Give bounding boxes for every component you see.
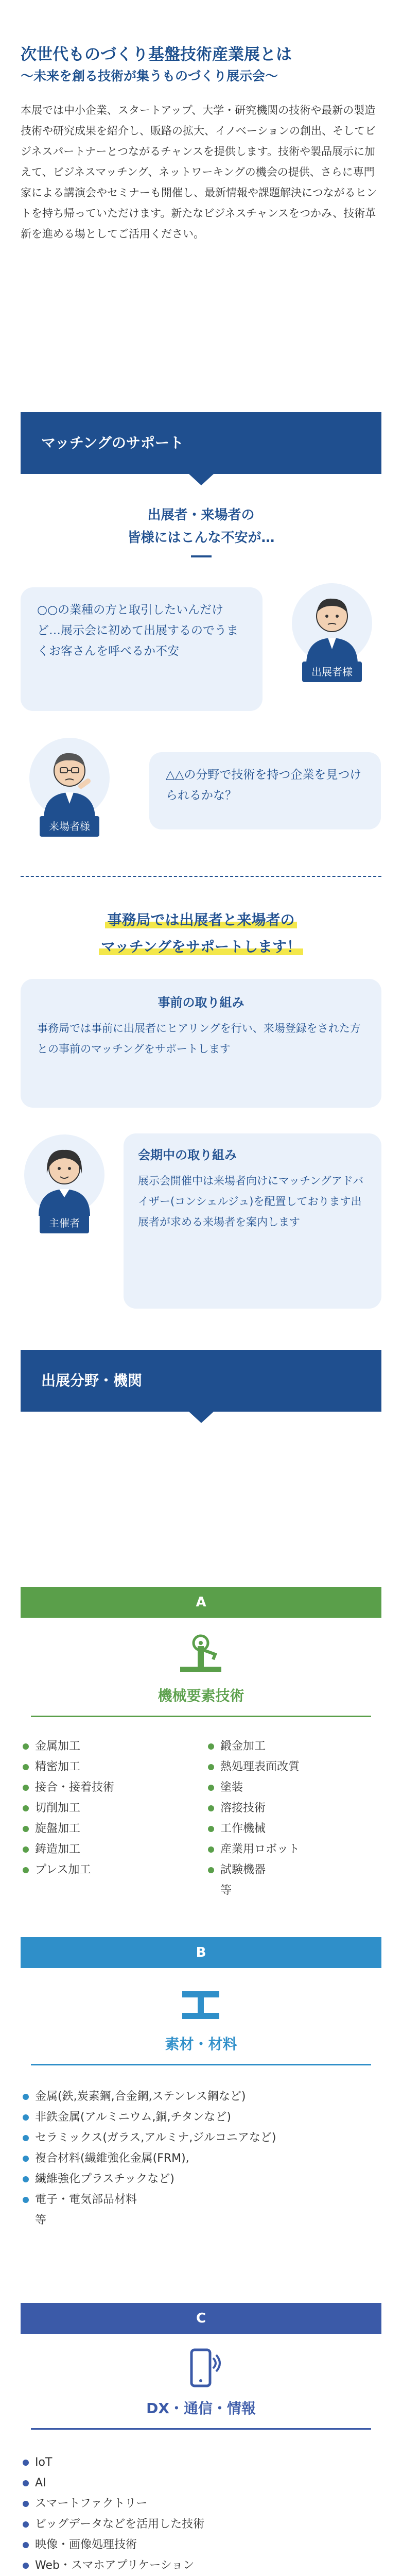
category-item: 精密加工 [21, 1757, 196, 1777]
category-a-list-2 [206, 1736, 381, 1901]
worry-heading [0, 504, 402, 549]
category-item: Web・スマホアプリケーション [21, 2555, 381, 2576]
category-a-underline [31, 1716, 371, 1717]
worry-line-1: 出展者・来場者の [147, 507, 255, 523]
organizer-label: 主催者 [40, 1213, 89, 1233]
category-item: 試験機器 [206, 1860, 381, 1880]
support-line-1: 事務局では出展者と来場者の [105, 911, 296, 928]
category-b-title: 素材・材料 [165, 2036, 237, 2053]
category-item: IoT [21, 2452, 381, 2473]
fields-section [0, 1350, 402, 1412]
gear-machine-icon [175, 1631, 226, 1677]
intro-subtitle: 〜未来を創る技術が集うものづくり展示会〜 [21, 69, 278, 83]
during-card [124, 1133, 381, 1309]
matching-divider [21, 876, 381, 877]
category-item: 旋盤加工 [21, 1819, 196, 1839]
category-b-underline [31, 2064, 371, 2065]
exhibitor-person-icon [291, 582, 373, 665]
visitor-avatar [26, 737, 113, 837]
category-item: 産業用ロボット [206, 1839, 381, 1860]
exhibitor-bubble: ○○の業種の方と取引したいんだけど…展示会に初めて出展するのでうまくお客さんを呼べるか不安 [21, 587, 263, 711]
during-text: 展示会開催中は来場者向けにマッチングアドバイザー(コンシェルジュ)を配置しております出展者が求める来場者を案内します [138, 1175, 364, 1228]
before-text: 事務局では事前に出展者にヒアリングを行い、来場登録をされた方との事前のマッチングをサポートします [37, 1022, 361, 1055]
exhibitor-avatar [288, 582, 376, 682]
before-title: 事前の取り組み [158, 995, 244, 1010]
category-item: AI [21, 2473, 381, 2494]
category-item: 非鉄金属(アルミニウム,銅,チタンなど) [21, 2107, 381, 2128]
exhibitor-label: 出展者様 [302, 662, 362, 682]
category-item: 切削加工 [21, 1798, 196, 1819]
visitor-label: 来場者様 [40, 816, 99, 837]
category-item: 塗装 [206, 1777, 381, 1798]
smartphone-icon [175, 2347, 226, 2393]
category-item: 等 [35, 2214, 47, 2227]
category-item: スマートファクトリー [21, 2494, 381, 2514]
category-c-bar: C [21, 2303, 381, 2334]
category-c-list [21, 2452, 381, 2576]
worry-line-2: 皆様にはこんな不安が… [127, 530, 275, 546]
support-line-2: マッチングをサポートします！ [99, 938, 303, 955]
category-item: プレス加工 [21, 1860, 196, 1880]
category-item: 鋳造加工 [21, 1839, 196, 1860]
category-item: 工作機械 [206, 1819, 381, 1839]
visitor-bubble: △△の分野で技術を持つ企業を見つけられるかな？ [149, 752, 381, 829]
category-item: 映像・画像処理技術 [21, 2535, 381, 2555]
category-item: 金属加工 [21, 1736, 196, 1757]
support-heading [0, 907, 402, 960]
category-item: 電子・電気部品材料 [21, 2190, 381, 2210]
category-item: 接合・接着技術 [21, 1777, 196, 1798]
category-item: 溶接技術 [206, 1798, 381, 1819]
category-item: 鍛金加工 [206, 1736, 381, 1757]
visitor-person-icon [28, 737, 111, 819]
category-item: 繊維強化プラスチックなど) [21, 2169, 381, 2190]
category-b-bar: B [21, 1937, 381, 1968]
before-card [21, 979, 381, 1108]
steel-beam-icon [175, 1981, 226, 2027]
fields-header: 出展分野・機関 [21, 1350, 381, 1412]
during-title: 会期中の取り組み [138, 1148, 237, 1162]
category-a-bar: A [21, 1587, 381, 1618]
matching-section [0, 412, 402, 557]
category-item: 金属(鉄,炭素鋼,合金鋼,ステンレス鋼など) [21, 2087, 381, 2107]
intro-section [0, 0, 402, 388]
category-a-list-1 [21, 1736, 196, 1880]
worry-divider [191, 555, 212, 557]
category-c-title: DX・通信・情報 [146, 2400, 256, 2417]
category-b-list [21, 2087, 381, 2231]
category-item: セラミックス(ガラス,アルミナ,ジルコニアなど) [21, 2128, 381, 2148]
matching-header: マッチングのサポート [21, 412, 381, 474]
organizer-person-icon [23, 1133, 106, 1216]
category-c-underline [31, 2428, 371, 2430]
category-item: 複合材料(繊維強化金属(FRM), [21, 2148, 381, 2169]
intro-body: 本展では中小企業、スタートアップ、大学・研究機関の技術や最新の製造技術や研究成果を紹介し、販路の拡大、イノベーションの創出、そしてビジネスパートナーとつながるチャンスを提供します。技術や製品展示に加えて、ビジネスマッチング、ネットワーキングの機会の提供、さらに専門家による講演会やセミナーも開催し、最新情報や課題解決につながるヒントを持ち帰っていただけます。新たなビジネスチャンスをつかみ、技術革新を進める場としてご活用ください。 [21, 104, 377, 240]
intro-title: 次世代ものづくり基盤技術産業展とは [21, 45, 292, 64]
category-item: 等 [220, 1884, 232, 1897]
organizer-avatar [21, 1133, 108, 1233]
category-item: 熱処理表面改質 [206, 1757, 381, 1777]
category-item: ビッグデータなどを活用した技術 [21, 2514, 381, 2535]
category-a-title: 機械要素技術 [158, 1687, 244, 1704]
